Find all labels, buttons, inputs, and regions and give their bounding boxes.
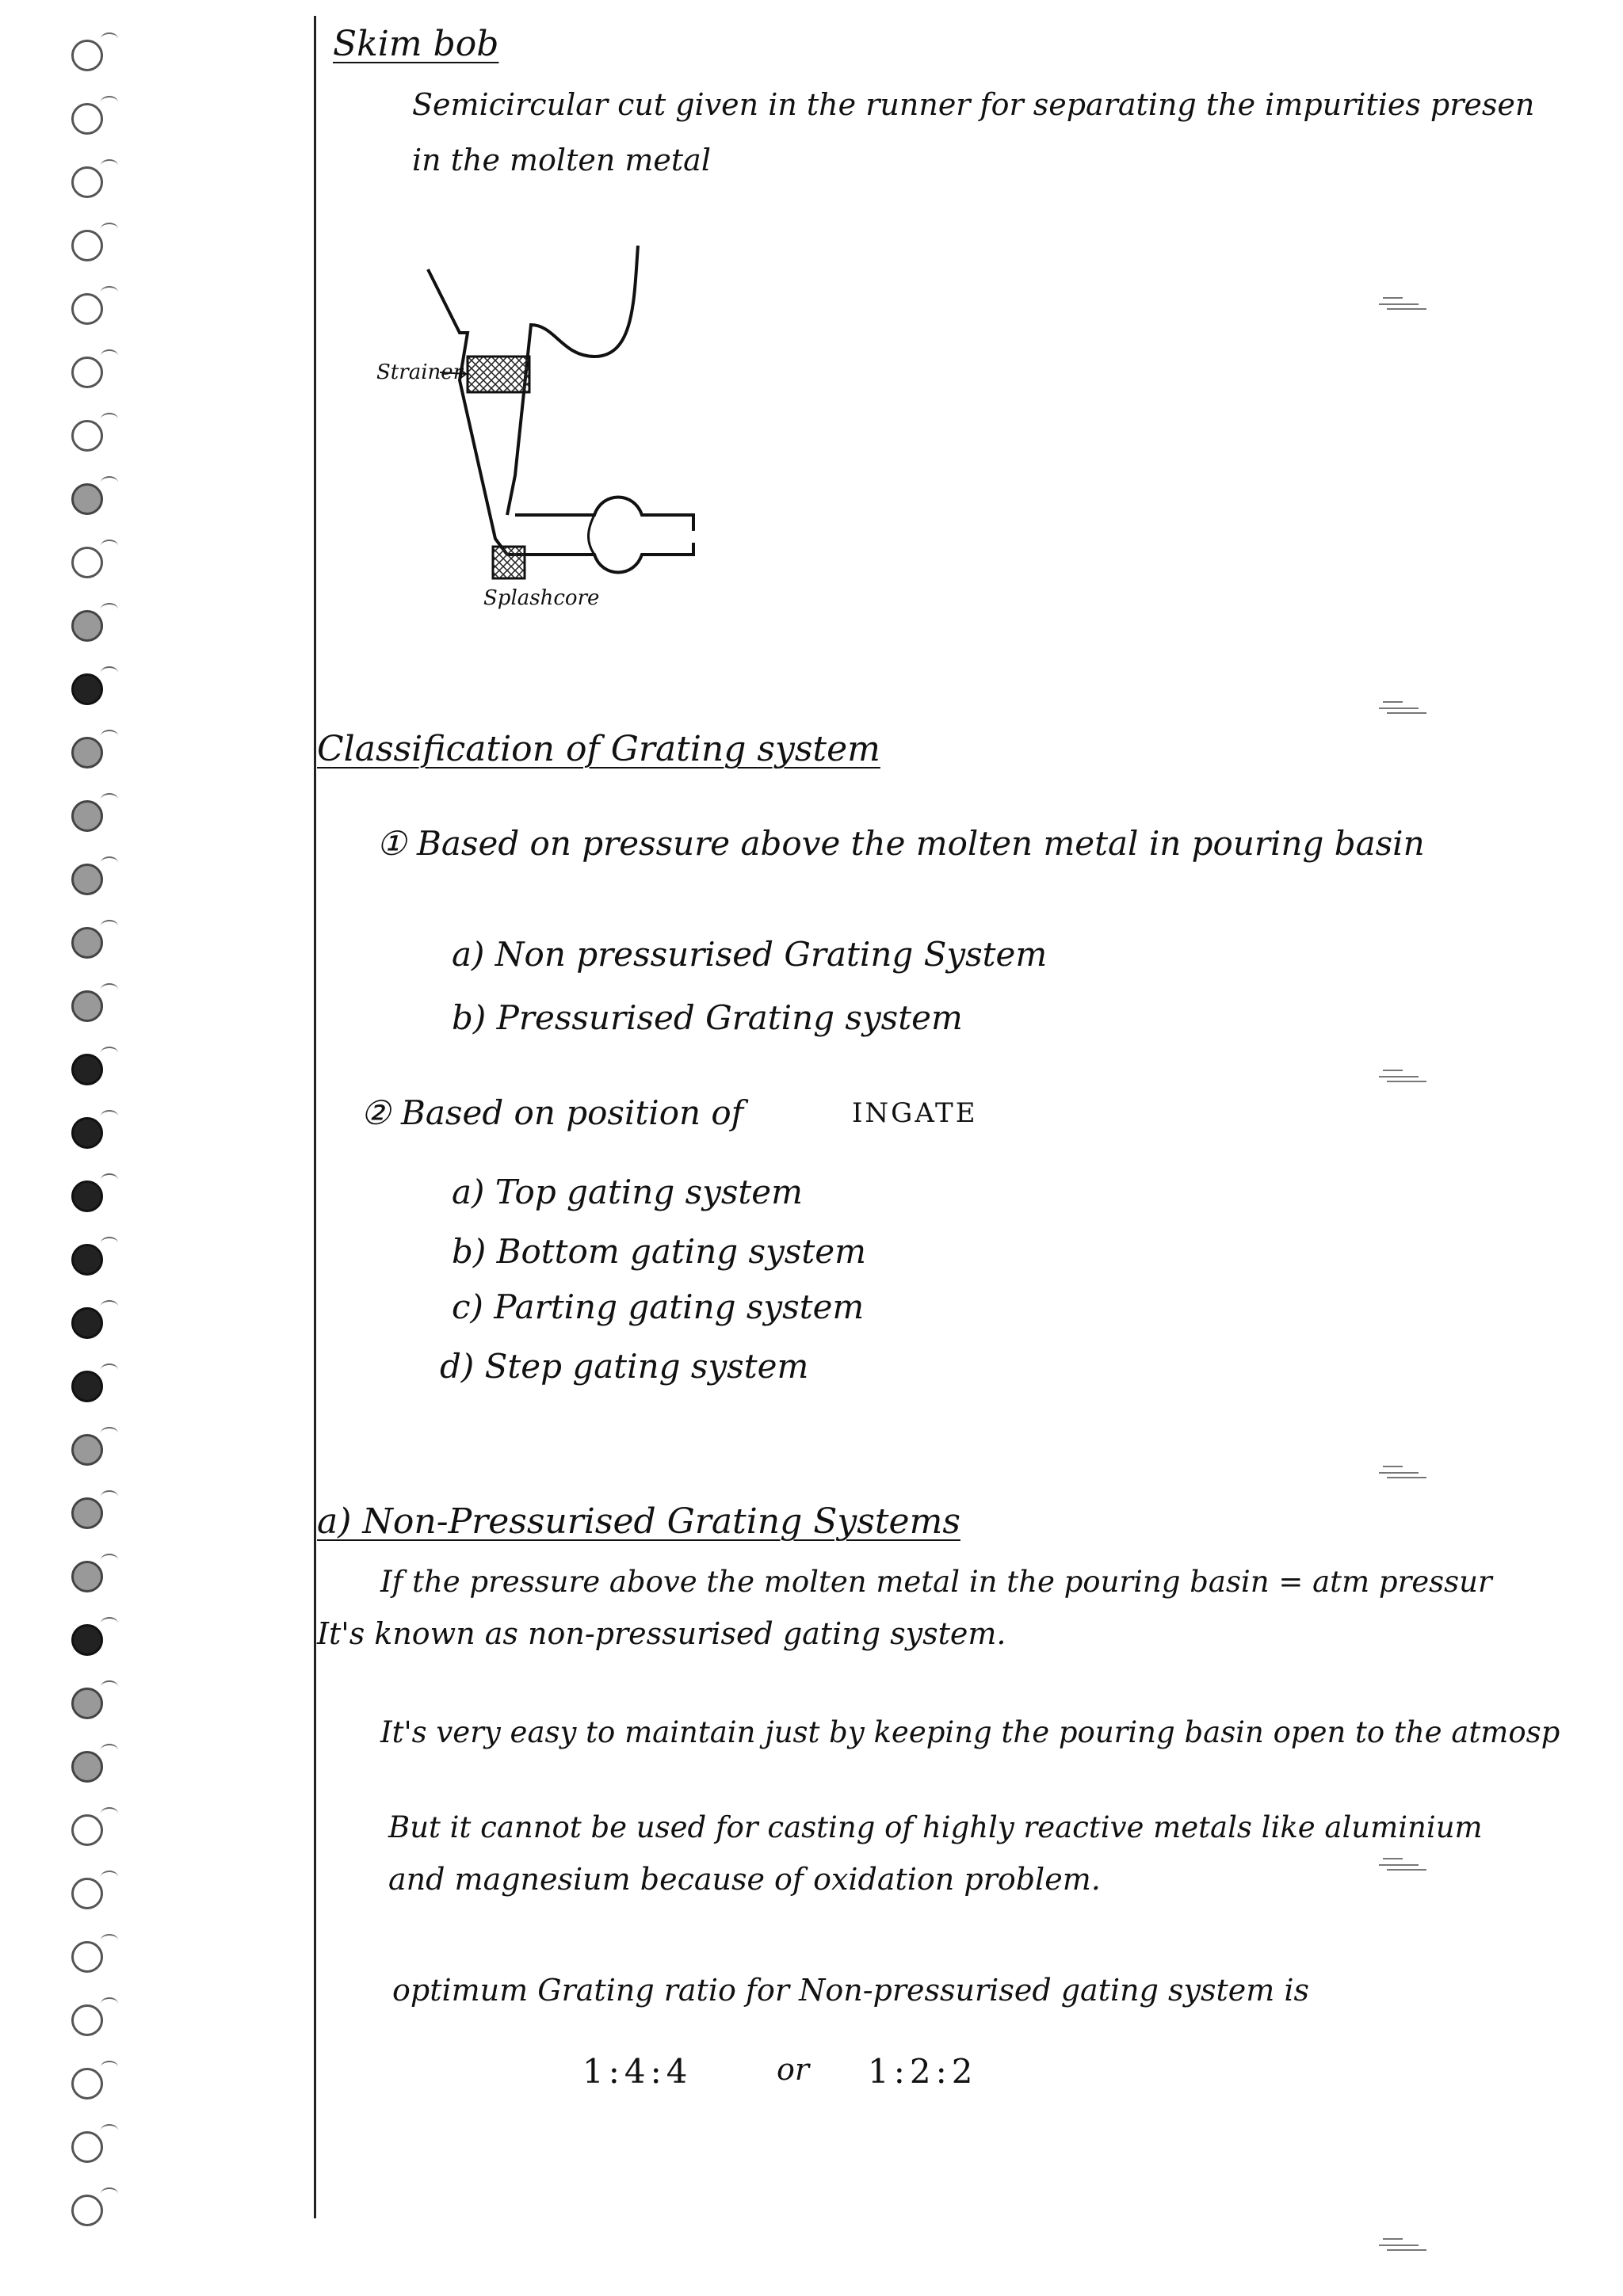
binding-hole <box>71 483 103 515</box>
ingate-label: INGATE <box>852 1097 978 1129</box>
binding-hole <box>71 610 103 642</box>
non-pressurised-para2: It's very easy to maintain just by keeping the pouring basin open to the atmosp <box>380 1715 1560 1749</box>
binding-hole <box>71 1307 103 1339</box>
binding-hole <box>71 1751 103 1783</box>
classification-title: Classification of Grating system <box>317 729 880 769</box>
binding-hole <box>71 864 103 895</box>
splash-core-label: Splashcore <box>483 586 600 610</box>
ratio-or: or <box>777 2052 810 2087</box>
non-pressurised-title: a) Non-Pressurised Grating Systems <box>317 1501 960 1542</box>
binding-hole <box>71 1434 103 1466</box>
binding-hole <box>71 1561 103 1592</box>
binding-hole <box>71 1180 103 1212</box>
non-pressurised-para1-line2: It's known as non-pressurised gating system. <box>317 1616 1006 1651</box>
scan-mark <box>1379 1066 1426 1085</box>
binding-hole <box>71 420 103 452</box>
scan-mark <box>1379 1462 1426 1481</box>
binding-hole <box>71 737 103 769</box>
binding-hole <box>71 1244 103 1276</box>
binding-hole <box>71 1624 103 1656</box>
binding-hole <box>71 1941 103 1973</box>
sprue-left-wall <box>428 269 507 555</box>
skim-bob-curve <box>589 515 595 555</box>
binding-hole <box>71 800 103 832</box>
binding-hole <box>71 2004 103 2036</box>
strainer-label: Strainer <box>376 360 464 384</box>
binding-hole <box>71 2131 103 2163</box>
binding-hole <box>71 1814 103 1846</box>
binding-hole <box>71 927 103 959</box>
ratio-value-a: 1:4:4 <box>582 2052 693 2091</box>
binding-hole <box>71 673 103 705</box>
basis2-item-b: b) Bottom gating system <box>452 1232 866 1271</box>
binding-hole <box>71 166 103 198</box>
scan-mark <box>1379 293 1426 312</box>
binding-hole <box>71 103 103 135</box>
skim-bob-title: Skim bob <box>333 24 499 64</box>
basis2-item-d: d) Step gating system <box>440 1347 809 1386</box>
non-pressurised-para3-line1: But it cannot be used for casting of highly reactive metals like aluminium <box>388 1810 1483 1844</box>
splash-core <box>493 547 525 578</box>
non-pressurised-para3-line2: and magnesium because of oxidation problem. <box>388 1862 1101 1897</box>
binding-hole <box>71 1497 103 1529</box>
scan-mark <box>1379 2234 1426 2253</box>
runner-top <box>515 498 693 532</box>
runner-bottom <box>507 543 693 573</box>
binding-hole <box>71 357 103 388</box>
binding-hole <box>71 1878 103 1909</box>
binding-hole <box>71 1371 103 1402</box>
binding-hole <box>71 1054 103 1085</box>
binding-hole <box>71 547 103 578</box>
classification-basis2: ② Based on position of <box>361 1093 744 1132</box>
scan-mark <box>1379 1854 1426 1873</box>
basis1-item-b: b) Pressurised Grating system <box>452 998 963 1037</box>
binding-hole <box>71 990 103 1022</box>
binding-hole <box>71 2068 103 2100</box>
skim-bob-definition-line1: Semicircular cut given in the runner for separating the impurities presen <box>412 87 1535 122</box>
ratio-value-b: 1:2:2 <box>868 2052 978 2091</box>
non-pressurised-para1-line1: If the pressure above the molten metal in the pouring basin = atm pressur <box>380 1565 1492 1599</box>
scan-mark <box>1379 697 1426 716</box>
strainer <box>468 357 529 392</box>
binding-hole <box>71 1688 103 1719</box>
basis2-item-a: a) Top gating system <box>452 1173 803 1211</box>
classification-basis1: ① Based on pressure above the molten metal in pouring basin <box>376 824 1425 863</box>
binding-hole <box>71 40 103 71</box>
basis1-item-a: a) Non pressurised Grating System <box>452 935 1048 974</box>
skim-bob-definition-line2: in the molten metal <box>412 143 711 177</box>
binding-hole <box>71 293 103 325</box>
binding-hole <box>71 1117 103 1149</box>
spiral-binding <box>55 32 143 2282</box>
binding-hole <box>71 230 103 261</box>
margin-line <box>314 16 316 2218</box>
ratio-intro: optimum Grating ratio for Non-pressurised gating system is <box>392 1973 1309 2008</box>
gating-system-diagram <box>349 238 761 634</box>
binding-hole <box>71 2195 103 2226</box>
basis2-item-c: c) Parting gating system <box>452 1287 865 1326</box>
